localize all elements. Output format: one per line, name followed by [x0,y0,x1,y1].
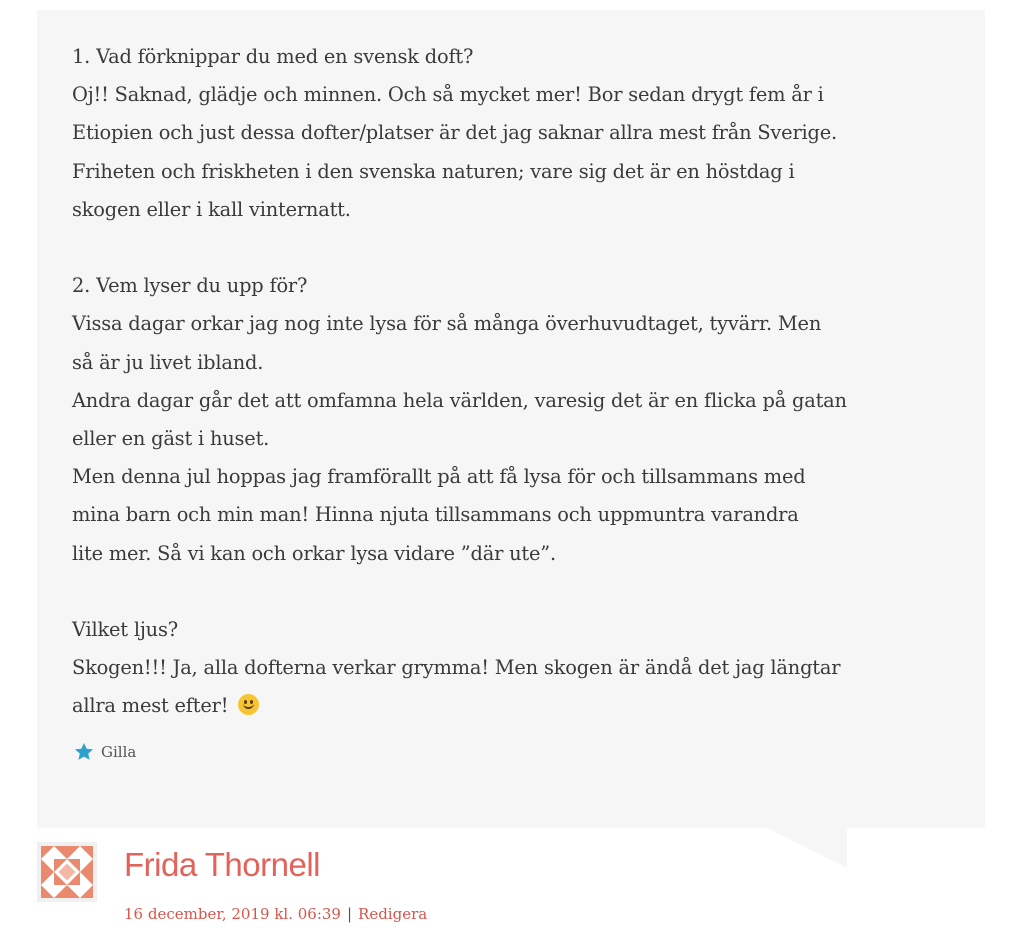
answer-line-last [72,687,962,725]
comment-paragraph-2 [72,267,962,573]
edit-link[interactable]: Redigera [358,905,428,923]
answer-line: Friheten och friskheten i den svenska naturen; vare sig det är en höstdag i [72,159,795,183]
comment-paragraph-3 [72,611,962,726]
comment-text [72,38,962,764]
smiley-face-icon [238,694,259,715]
question-1: 1. Vad förknippar du med en svensk doft? [72,45,474,68]
answer-line: Vissa dagar orkar jag nog inte lysa för så många överhuvudtaget, tyvärr. Men [72,312,822,336]
answer-line: mina barn och min man! Hinna njuta tillsammans och uppmuntra varandra [72,503,799,527]
answer-line: eller en gäst i huset. [72,427,270,451]
meta-separator: | [346,905,353,923]
like-button[interactable] [73,740,136,764]
answer-line: Skogen!!! Ja, alla dofterna verkar grymma! Men skogen är ändå det jag längtar [72,656,841,680]
answer-line: Men denna jul hoppas jag framförallt på att få lysa för och tillsammans med [72,465,806,489]
comment-paragraph-1 [72,38,962,229]
answer-line: Oj!! Saknad, glädje och minnen. Och så mycket mer! Bor sedan drygt fem år i [72,83,824,107]
answer-line: Etiopien och just dessa dofter/platser är det jag saknar allra mest från Sverige. [72,121,837,145]
speech-bubble-tail [767,828,847,868]
like-label: Gilla [101,743,137,761]
question-2: 2. Vem lyser du upp för? [72,274,308,298]
answer-line: lite mer. Så vi kan och orkar lysa vidare ”där ute”. [72,541,556,565]
identicon-avatar [41,846,93,898]
answer-text: allra mest efter! [72,694,229,718]
answer-line: så är ju livet ibland. [72,350,264,374]
star-icon [73,741,95,763]
answer-line: skogen eller i kall vinternatt. [72,197,351,221]
question-3: Vilket ljus? [72,618,178,642]
avatar[interactable] [37,842,97,902]
comment-meta [124,904,427,924]
answer-line: Andra dagar går det att omfamna hela världen, varesig det är en flicka på gatan [72,388,847,412]
author-name-link[interactable]: Frida Thornell [124,846,320,883]
comment-date-link[interactable]: 16 december, 2019 kl. 06:39 [124,905,341,923]
